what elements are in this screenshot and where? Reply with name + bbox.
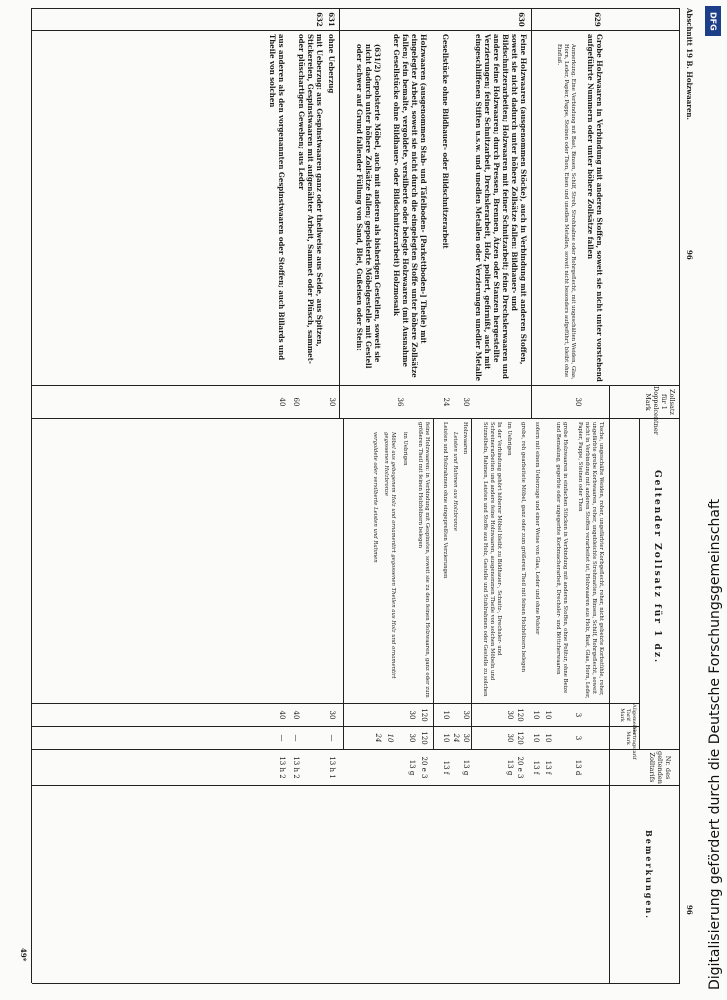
contract-rate: 24 [374,733,382,743]
general-rate: 30 [506,710,514,720]
header-main: Geltender Zollsatz für 1 dz. [652,470,662,665]
row-duty: 36 [396,397,404,407]
row-text: Gesellstücke ohne Bildhauer- oder Bildschnitzerarbeit [441,34,450,249]
right-row-text: Tische, ungeschälte Weiden, roher, ungefärbter Korbgeflecht, roher, nicht gebeizte Korbstühle, roher, ungefärbte grobe Korbwaaren, roher, ungebleichte Strohmatten, Binsen, Schilf, Rohrgeflecht, soweit nicht in Verbindung mit anderen Stoffen verarbeitet ist, Holzwaaren aus Holz, Bast, Glas, Horn, Leder, Papier, Pappe, Steinen oder Thon [577,422,604,699]
row-duty: 24 [442,397,450,407]
general-rate: 10 [442,710,450,720]
tariff-ref: 13 h 1 [328,756,336,779]
header-left-duty: Zollsatz für 1 Doppelcentner Mark [644,386,676,435]
frame-right [32,983,680,984]
header-contract: Vertragstarif Mark [625,727,637,760]
right-row-text: feine Holzwaaren: in Verbindung mit Gespinsten, soweit sie zu den feinen Holzwaaren, ganz oder zum größeren Theil mit feinen Holzhölzern belegen [417,422,430,698]
row-text: (631/2) Gepolsterte Möbel, auch mit anderen als bisherigen Gestellen, soweit sie nicht dadurch unter höhere Zollsätze fallen; gepolsterte Möbelgestelle mit Gestell oder schwer auf Grund fallender Füllung von Sand, Blei, Gußeisen oder Stein: [355,44,382,369]
right-row-text: Leisten und Rahmen aus Holzbronze [452,432,458,531]
tariff-ref: 13 f [532,760,540,775]
row-duty: 30 [462,397,470,407]
right-row-text: Leisten und Holzrahmen ohne eingepreßten Verzierungen [442,422,448,579]
row-text: mit Ueberzug: aus Gespinstwaaren ganz oder theilweise aus Seide, aus Spitzen, Stickereien, Gespinstwaaren mit aufgenähter Arbeit, Sammet oder Plüsch, sammet- oder plüschartigen Geweben; aus Leder [297,34,324,364]
dfg-watermark-strip [701,0,725,1000]
row-text: aus anderen als den vorgenannten Gespinstwaaren oder Stoffen; auch Billards und Theile von solchen [268,34,286,361]
row-text: Feine Holzwaaren (ausgenommen Stöcke), auch in Verbindung mit anderen Stoffen, soweit sie nicht dadurch unter höhere Zollsätze fallen: Bildhauer- und Bildschnitzerarbeiten; Holzwaaren mit feiner Schnitzarbeit; feine Drechslerwaaren und andere feine Holzwaaren; durch Pressen, Brennen, Ätzen oder Stanzen hergestellte Verzierungen; feiner Schnitzarbeit, Drechslerarbeit, Holz, poliert, gefirnißt, auch mit eingeschliffenen Stiften u.s.w. und unedlen Metallen oder Verzierungen unedler Metalle [474,34,528,382]
contract-rate: 10 [532,733,540,743]
right-row-text: im Uebrigen [506,422,512,456]
tariff-ref: 13 g [408,759,416,776]
contract-rate: 30 [506,733,514,743]
contract-rate: 3 [574,735,582,741]
header-remarks: Bemerkungen. [644,830,654,921]
row-duty: 30 [328,397,336,407]
contract-rate: — [278,734,286,742]
row-number: 629 [593,12,602,27]
tariff-ref: 13 d [574,759,582,776]
contract-rate: 10 [386,733,394,743]
dfg-watermark: Digitalisierung gefördert durch die Deutsche Forschungsgemeinschaft [707,498,723,990]
general-rate: 30 [462,710,470,720]
row-number: 630 [517,12,526,27]
tariff-ref: 13 h 2 [292,756,300,779]
frame-top [679,8,680,983]
contract-rate: 30 [408,733,416,743]
row-duty: 40 [278,397,286,407]
row-number: 632 [315,12,324,27]
row-text: Grobe Holzwaaren in Verbindung mit anderen Stoffen, soweit sie nicht unter vorstehend aufgeführte Nummern oder unter höhere Zollsätze fallen [586,34,604,382]
row-text: ohne Ueberzug [327,34,336,94]
right-row-text: grobe Holzwaaren in einfachen Stücken in Verbindung mit anderen Stoffen, ohne Politur, ohne Beize und Bemalung, gegerbte oder ungegerbte Korbmacherarbeit, Drechsler- und Böttcherwaaren [555,422,568,694]
general-rate: 10 [544,710,552,720]
row-duty: 30 [574,397,582,407]
general-rate: 10 [532,710,540,720]
page-footer: 49* [19,948,28,962]
row-duty: 60 [292,397,300,407]
dfg-logo: DFG [705,6,721,36]
row-number: 631 [327,12,336,27]
contract-rate: 10 [442,733,450,743]
tariff-ref: 13 g [506,759,514,776]
general-rate: 120 [420,708,428,722]
contract-rate: 10 [544,733,552,743]
header-general: Allgemeiner Tarif Mark [619,704,637,735]
right-row-text: im Uebrigen [402,432,408,466]
general-rate: 3 [574,712,582,718]
right-row-text: vergoldete oder versilberte Leisten und Rahmen [372,432,378,563]
contract-rate: 24 [452,733,460,743]
general-rate: 40 [278,710,286,720]
contract-rate: 120 [516,731,524,745]
section-title: Abschnitt 19 B. Holzwaaren. [685,8,694,120]
row-text: Holzwaaren (ausgenommen Stab- und Täfelboden- [Parkettboden-] Theile) mit eingelegter Arbeit, soweit sie nicht durch die eingelegten Stoffe unter höhere Zollsätze fallen; fein bemalte, vergoldete, versilberte oder belegte Holzwaaren (mit Ausnahme der Gesellstücke ohne Bildhauer- oder Bildschnitzerarbeit) Holzmosaik [392,34,428,378]
contract-rate: 120 [420,731,428,745]
right-row-text: grobe, roh gearbeitete Möbel, ganz oder zum größeren Theil mit feinen Holzhölzern belegen [520,422,526,673]
right-row-text: In der Verbindung gehört höherer Möbel bleibt zu Bildhauer-, Schnitz-, Drechsler- und Schreinerarbeiten und andere feine Holzwaaren, ausgenommen Theile von solchen Möbeln und Sitzmöbeln, Rahmen, Leisten und Stoffe aus Holz, Gestelle und Stuhlrahmen oder Gestelle zu solchen [482,422,502,697]
contract-rate: — [292,734,300,742]
tariff-ref: 13 f [442,760,450,775]
frame-bottom [31,8,32,983]
right-row-text: sofern mit einem Ueberzuge und einer Weise von Glas, Leder und ohne Polster [534,422,540,635]
general-rate: 30 [408,710,416,720]
page-number-left: 96 [685,250,694,260]
general-rate: 40 [292,710,300,720]
right-row-text: Möbel aus gebogenem Holz und ornamentirt gegossenen Theilen aus Holz und ornamentirt gegossenen Holzbronze [383,432,396,679]
contract-rate: 30 [462,733,470,743]
general-rate: 120 [516,708,524,722]
right-row-text: Holzwaaren [462,422,468,455]
tariff-ref: 13 g [462,759,470,776]
page-number-right: 96 [685,905,694,915]
tariff-ref: 13 h 2 [278,756,286,779]
tariff-ref: 20 e 3 [420,756,428,779]
frame-left [32,8,680,9]
header-ref: Nr. des geltenden Zolltarifs [648,751,672,784]
general-rate: 30 [328,710,336,720]
row-note: Anmerkung. Eine Verbindung mit Bast, Binsen, Schilf, Stroh, Strohhalme oder Rohrgeflecht, mit ungeschälten Weiden, Glas, Horn, Leder, Papier, Pappe, Steinen oder Thon, Eisen und unedlen Metallen, soweit nicht besonders aufgeführt, bleibt ohne Einfluß. [556,44,576,380]
tariff-ref: 13 f [544,760,552,775]
contract-rate: — [328,734,336,742]
tariff-ref: 20 e 3 [516,756,524,779]
